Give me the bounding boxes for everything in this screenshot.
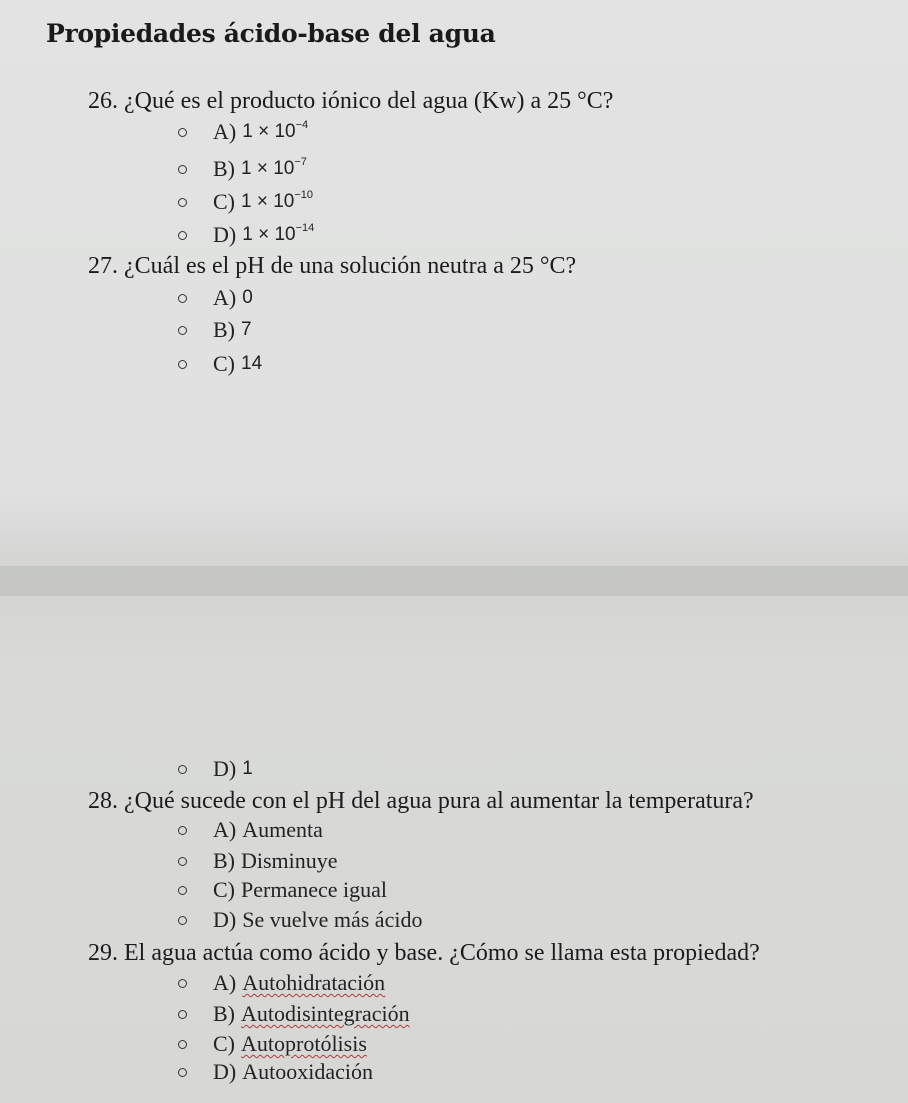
- option-letter: C): [213, 1031, 235, 1056]
- option-value: $1 \times 10^{-7}$: [241, 156, 307, 179]
- option-value: 0: [242, 287, 253, 308]
- option-letter: C): [213, 351, 235, 376]
- option-letter: C): [213, 189, 235, 214]
- radio-icon[interactable]: [178, 857, 187, 866]
- option-29-c[interactable]: [178, 1030, 367, 1058]
- question-text: ¿Qué sucede con el pH del agua pura al aumentar la temperatura?: [124, 788, 754, 814]
- radio-icon[interactable]: [178, 1010, 187, 1019]
- option-letter: A): [213, 970, 237, 995]
- radio-icon[interactable]: [178, 198, 187, 207]
- question-28: [88, 788, 754, 815]
- option-letter: B): [213, 156, 235, 181]
- option-29-b[interactable]: [178, 1000, 410, 1028]
- option-text: Autooxidación: [242, 1059, 373, 1084]
- option-text: Disminuye: [241, 848, 338, 873]
- option-text: Autohidratación: [242, 970, 386, 995]
- question-27: [88, 253, 576, 280]
- option-letter: B): [213, 317, 235, 342]
- option-28-a[interactable]: [178, 816, 323, 844]
- option-26-d[interactable]: [178, 221, 314, 249]
- exponent: −4: [295, 119, 309, 131]
- exponent: −14: [295, 222, 315, 234]
- option-26-c[interactable]: [178, 188, 313, 216]
- option-letter: C): [213, 877, 235, 902]
- question-number: 29.: [88, 940, 118, 966]
- exponent: −10: [294, 189, 314, 201]
- option-text: Aumenta: [242, 817, 323, 842]
- radio-icon[interactable]: [178, 826, 187, 835]
- radio-icon[interactable]: [178, 231, 187, 240]
- option-26-a[interactable]: [178, 118, 308, 146]
- option-letter: D): [213, 1059, 237, 1084]
- option-26-b[interactable]: [178, 155, 307, 183]
- option-value: $1 \times 10^{-10}$: [241, 189, 314, 212]
- option-28-d[interactable]: [178, 906, 422, 934]
- question-26: [88, 88, 613, 115]
- radio-icon[interactable]: [178, 886, 187, 895]
- radio-icon[interactable]: [178, 360, 187, 369]
- option-value: 14: [241, 353, 263, 374]
- option-letter: D): [213, 222, 237, 247]
- option-letter: D): [213, 756, 237, 781]
- option-text: Autoprotólisis: [241, 1031, 367, 1056]
- option-27-b[interactable]: [178, 316, 252, 344]
- radio-icon[interactable]: [178, 165, 187, 174]
- option-value: $1 \times 10^{-4}$: [242, 119, 309, 142]
- question-text: ¿Qué es el producto iónico del agua (Kw) a 25 °C?: [124, 88, 614, 114]
- exponent: −7: [294, 156, 307, 168]
- radio-icon[interactable]: [178, 326, 187, 335]
- question-number: 28.: [88, 788, 118, 814]
- radio-icon[interactable]: [178, 1040, 187, 1049]
- option-27-d[interactable]: [178, 755, 253, 783]
- option-28-b[interactable]: [178, 847, 338, 875]
- option-29-d[interactable]: [178, 1058, 373, 1086]
- option-value: $1 \times 10^{-14}$: [242, 222, 315, 245]
- option-27-c[interactable]: [178, 350, 262, 378]
- option-value: 7: [241, 319, 252, 340]
- radio-icon[interactable]: [178, 979, 187, 988]
- radio-icon[interactable]: [178, 916, 187, 925]
- question-29: [88, 940, 760, 967]
- radio-icon[interactable]: [178, 765, 187, 774]
- question-number: 27.: [88, 253, 118, 279]
- option-text: Se vuelve más ácido: [242, 907, 423, 932]
- option-letter: B): [213, 1001, 235, 1026]
- radio-icon[interactable]: [178, 128, 187, 137]
- option-letter: A): [213, 817, 237, 842]
- option-text: Autodisintegración: [241, 1001, 410, 1026]
- radio-icon[interactable]: [178, 1068, 187, 1077]
- option-letter: A): [213, 285, 237, 310]
- option-letter: A): [213, 119, 237, 144]
- option-letter: B): [213, 848, 235, 873]
- question-text: ¿Cuál es el pH de una solución neutra a 25 °C?: [124, 253, 577, 279]
- option-letter: D): [213, 907, 237, 932]
- option-value: 1: [242, 758, 253, 779]
- question-text: El agua actúa como ácido y base. ¿Cómo se llama esta propiedad?: [124, 940, 760, 966]
- option-text: Permanece igual: [241, 877, 387, 902]
- option-28-c[interactable]: [178, 876, 387, 904]
- option-27-a[interactable]: [178, 284, 253, 312]
- question-number: 26.: [88, 88, 118, 114]
- paper-fold-shadow: [0, 566, 908, 596]
- page-title: Propiedades ácido-base del agua: [46, 19, 496, 48]
- option-29-a[interactable]: [178, 969, 385, 997]
- radio-icon[interactable]: [178, 294, 187, 303]
